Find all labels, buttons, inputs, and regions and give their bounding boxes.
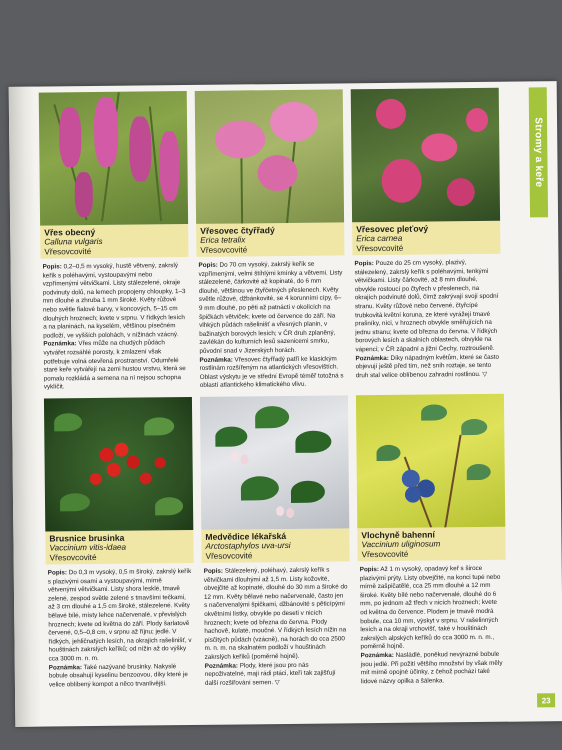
poznamka-label: Poznámka: xyxy=(204,662,239,670)
poznamka-text: Díky nápadným květům, které se často objevují ještě před tím, než sníh roztaje, se tento druh stal velice oblíbenou zahradní rostlinou. ▽ xyxy=(355,353,500,379)
plant-name: Vřesovec čtyřřadý xyxy=(200,225,275,236)
popis-label: Popis: xyxy=(42,263,62,271)
plant-caption xyxy=(352,221,500,256)
plant-card-erica-tetralix xyxy=(195,89,346,390)
plant-photo xyxy=(200,395,349,530)
popis-label: Popis: xyxy=(203,567,224,575)
plant-latin-name: Calluna vulgaris xyxy=(44,236,103,247)
plant-photo xyxy=(39,91,188,226)
plant-family: Vřesovcovité xyxy=(44,247,92,257)
plant-family: Vřesovcovité xyxy=(361,549,409,560)
plant-latin-name: Vaccinium uliginosum xyxy=(361,539,441,550)
page-number: 23 xyxy=(537,693,555,707)
plant-latin-name: Erica carnea xyxy=(356,233,403,244)
popis-text: Až 1 m vysoký, opadavý keř s široce plazivými prýty. Listy obvejčité, na konci tupé nebo mírně zašpičatělé, cca 25 mm dlouhé a 12 mm široké. Květy bílé nebo načervenalé, dlouhé do 6 mm, po jednom až třech v nicích hroznech; kvete od května do července. Plodem je tmavě modrá bobule, cca 10 mm, výskyt v srpnu. V rašelinných lesích a na okraji vrchovišť, také v houštinách zakrslých alpských keříků do cca 3000 m. n. m., poměrně hojně. xyxy=(359,564,501,651)
plant-card-erica-carnea xyxy=(351,88,502,381)
plant-caption xyxy=(201,528,349,563)
poznamka-text: Vřesovec čtyřřadý patří ke klasickým rostlinám rozšířeným na atlantických vřesovištích. Oblast výskytu je ve střední Evropě téměř totožná s oblastí atlantického klimatického vlivu. xyxy=(199,354,344,390)
poznamka-text: Plody, které jsou pro nás nepoživatelné, mají rádi ptáci, kteří tak zajišťují další rozšiřování semen. ▽ xyxy=(204,661,336,687)
plant-description xyxy=(196,255,345,390)
poznamka-label: Poznámka: xyxy=(355,354,389,362)
plant-photo xyxy=(195,89,344,224)
popis-label: Popis: xyxy=(354,260,374,268)
section-tab xyxy=(529,87,548,217)
plant-card-vaccinium-vitis-idaea xyxy=(44,397,195,690)
section-tab-label: Stromy a keře xyxy=(532,117,545,188)
plant-description xyxy=(352,254,501,381)
plant-family: Vřesovcovité xyxy=(205,551,253,561)
plant-latin-name: Vaccinium vitis-idaea xyxy=(49,542,127,553)
popis-label: Popis: xyxy=(198,261,218,269)
plant-latin-name: Erica tetralix xyxy=(200,235,246,245)
plant-name: Vřesovec pleťový xyxy=(356,223,429,235)
plant-card-calluna xyxy=(39,91,190,392)
plant-family: Vřesovcovité xyxy=(49,552,97,563)
plant-description xyxy=(358,560,507,687)
poznamka-text: Také nazývané brusinky. Nakyslé bobule obsahují kyselinu benzoovou, díky které je velice oblíbený kompot a něco trvanlivější. xyxy=(48,662,188,689)
poznamka-label: Poznámka: xyxy=(48,663,83,672)
plant-family: Vřesovcovité xyxy=(356,243,404,254)
plant-family: Vřesovcovité xyxy=(200,245,248,255)
plant-caption xyxy=(45,530,193,565)
plant-name: Brusnice brusinka xyxy=(49,532,125,544)
page-gutter xyxy=(9,87,42,727)
plant-name: Vlochyně bahenní xyxy=(361,529,435,541)
poznamka-text: Nasládlé, poněkud nevýrazné bobule jsou jedlé. Při požití většího množství by však měly mít mírně opojné účinky, z čehož pochází také lidové názvy opilka a šálenka. xyxy=(360,650,503,685)
popis-label: Popis: xyxy=(47,569,68,577)
plant-name: Vřes obecný xyxy=(44,226,96,238)
popis-text: Do 70 cm vysoký, zakrslý keřík se vzpřímenými, velmi štíhlými kmínky a větvemi. Listy stálezelené, čárkovité až kopinaté, do 6 mm dlouhé, většinou ve čtyřčetných přeslenech. Květy světle růžové, džbánkovité, se 4 korunními cípy, 6–9 mm dlouhé, po pěti až patnácti v okolících na špičkách větviček; kvete od července do září. Na vlhkých půdách rašelinišť a vřesných planin, v bažinatých borových lesích; v ČR druh zplaněný, zavlékán do kulturních lesů sazenicemi smrku, původní snad v Jizerských horách. xyxy=(198,260,343,355)
plant-caption xyxy=(357,527,505,562)
popis-text: Pouze do 25 cm vysoký, plazivý, stálezelený, zakrslý keřík s poléhavými, tenkými větvičkami. Listy čárkovité, až 8 mm dlouhé, obvykle rostoucí po čtyřech v přeslenech, na okrajích podvinuté dolů, čímž zakrývají svojí spodní stranu. Květy růžové nebo červené, čtyřcípé trubkovitá květní koruna, ze které vyrážejí tmavé prašníky, níci, v hroznech obvykle směřujících na jednu stranu; kvete od března do června. V řídkých borových lesích a skalních oblastech, obvykle na vápenci; v ČR západní a jižní Čechy, roztroušeně. xyxy=(354,259,499,354)
poznamka-label: Poznámka: xyxy=(43,340,77,348)
poznamka-text: Vřes může na chudých půdách vytvářet rozsáhlé porosty, k zmlazení však potřebuje volná otevřená prostranství. Odumřelé staré keře vytvářejí na zemi hustou vrstvu, která se pomalu rozkládá a semena na ní nejsou schopna vyklíčit. xyxy=(43,339,186,391)
plant-latin-name: Arctostaphylos uva-ursi xyxy=(205,540,291,551)
plant-description xyxy=(46,563,195,690)
popis-text: 0,2–0,5 m vysoký, hustě větvený, zakrslý keřík s poléhavými, vystoupavými nebo vzpřímenými větvičkami. Listy stálezelené, okraje podvinuty dolů, na lemech propojeny chloupky, 1–3 mm dlouhé a zhruba 1 mm široké. Květy růžové nebo světle fialové barvy, v koncových, 5–15 cm dlouhých hroznech; kvete v srpnu. V řídkých lesích a na planinách, na kyselém, většinou písečném podloží, ve vyšších polohách, v nížinách vzácný. xyxy=(42,262,186,340)
plant-card-vaccinium-uliginosum xyxy=(356,394,507,687)
poznamka-label: Poznámka: xyxy=(199,356,233,364)
plant-caption xyxy=(40,224,188,259)
book-page xyxy=(9,81,562,727)
plant-photo xyxy=(351,88,500,223)
plant-caption xyxy=(196,222,344,257)
plant-card-arctostaphylos xyxy=(200,395,351,688)
popis-text: Do 0,3 m vysoký, 0,5 m široký, zakrslý keřík s plazivými osami a vystoupavými, mírně větvenými větvičkami. Listy shora lesklé, tmavě zelené, zespod světle zelené s tmavšími tečkami, až 3 cm dlouhé a 1,5 cm široké, stálezelené. Květy bělavé bílé, místy lehce načervenalé, v převislých hroznech; kvete od května do září. Plody šarlatově červené, 0,5–0,8 cm, v srpnu až říjnu; jedlé. V řídkých, jehličnatých lesích, na okrajích rašelinišť, v houštinách zakrslých keříků; od nížin až do výšky cca 3000 m. n. m. xyxy=(47,568,192,663)
plant-photo xyxy=(44,397,193,532)
popis-label: Popis: xyxy=(359,566,380,574)
plant-description xyxy=(40,257,189,392)
popis-text: Stálezelený, poléhavý, zakrslý keřík s větvičkami dlouhými až 1,5 m. Listy kožovité, obvejčité až kopinaté, dlouhé do 30 mm a široké do 12 mm. Květy bělavé nebo načervenalé, často jen s načervenalými špičkami, džbánovité s pěticípými okvětními lístky, obvykle po deseti v nicích hroznech; kvete od března do června. Plody hachově, kulaté, moučné. V řídkých lesích nížin na písčitých půdách (vzácně), na horách do cca 2500 m. n. m. na skalnatém podloží v houštinách zakrslých keříků (poměrně hojně). xyxy=(203,566,348,661)
plant-description xyxy=(202,561,351,688)
poznamka-label: Poznámka: xyxy=(360,651,394,660)
plant-photo xyxy=(356,394,505,529)
plant-name: Medvědice lékařská xyxy=(205,531,287,542)
